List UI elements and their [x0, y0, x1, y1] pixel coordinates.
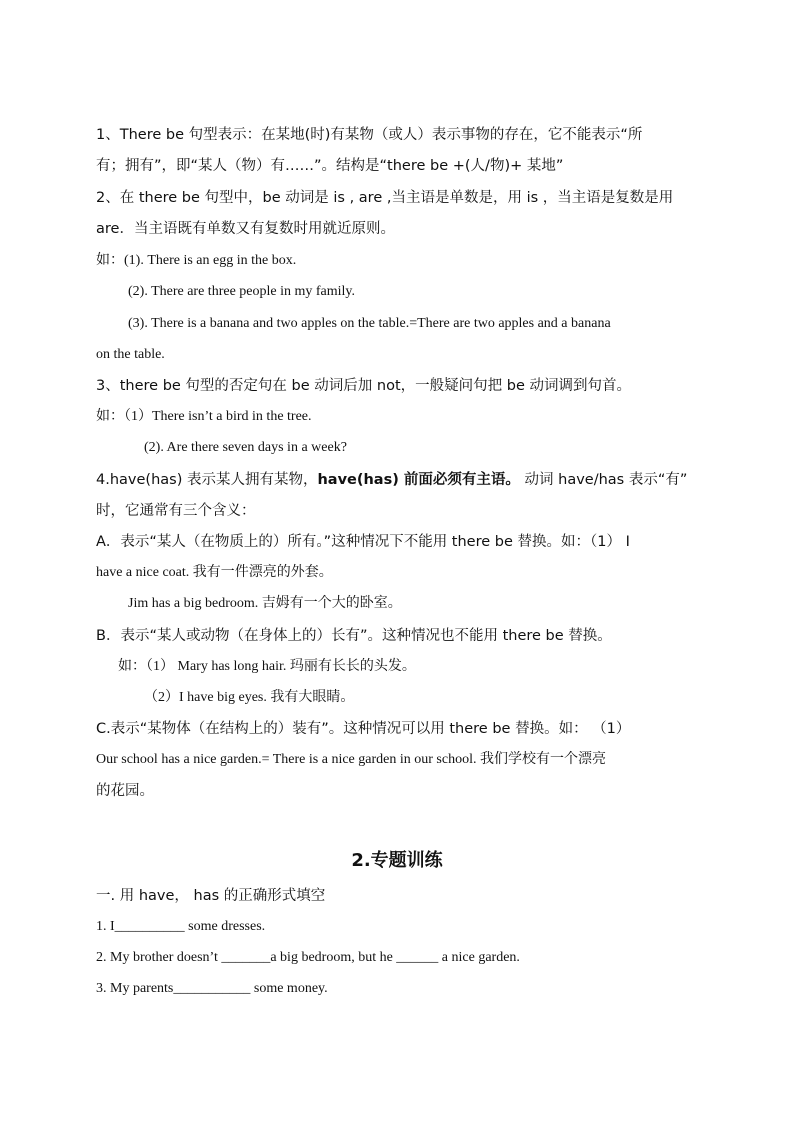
- note-1-line-2: 有；拥有”，即“某人（物）有……”。结构是“there be +(人/物)+ 某地”: [96, 158, 564, 174]
- section-title: 2.专题训练: [351, 850, 443, 871]
- example-1-3: (3). There is a banana and two apples on the table.=There are two apples and a banana: [128, 316, 611, 331]
- example-1-2: (2). There are three people in my family.: [128, 284, 356, 299]
- note-2-line-1: 2、在 there be 句型中，be 动词是 is , are ,当主语是单数是，用 is ，当主语是复数是用: [96, 190, 674, 206]
- exercise-item-3: 3. My parents___________ some money.: [96, 981, 328, 996]
- note-2-line-2: are．当主语既有单数又有复数时用就近原则。: [96, 221, 395, 237]
- meaning-c-line-2: Our school has a nice garden.= There is a nice garden in our school. 我们学校有一个漂亮: [96, 752, 606, 767]
- exercise-heading: 一. 用 have， has 的正确形式填空: [96, 888, 326, 904]
- meaning-a-line-1: A．表示“某人（在物质上的）所有。”这种情况下不能用 there be 替换。如：（1） I: [96, 534, 630, 550]
- meaning-b-line-1: B．表示“某人或动物（在身体上的）长有”。这种情况也不能用 there be 替换。: [96, 628, 612, 644]
- note-1-line-1: 1、There be 句型表示：在某地(时)有某物（或人）表示事物的存在，它不能表示“所: [96, 127, 643, 143]
- example-1-1: 如：(1). There is an egg in the box.: [96, 253, 297, 268]
- note-4-emphasis: have(has) 前面必须有主语。: [317, 472, 520, 488]
- meaning-c-line-3: 的花园。: [96, 783, 154, 799]
- meaning-b-line-2: 如：（1） Mary has long hair. 玛丽有长长的头发。: [118, 659, 416, 674]
- exercise-item-2: 2. My brother doesn’t _______a big bedroom, but he ______ a nice garden.: [96, 950, 520, 965]
- example-1-3-continued: on the table.: [96, 347, 165, 362]
- exercise-item-1: 1. I__________ some dresses.: [96, 919, 266, 934]
- note-4-line-1: [96, 471, 687, 489]
- meaning-c-line-1: C.表示“某物体（在结构上的）装有”。这种情况可以用 there be 替换。如： （1）: [96, 721, 631, 737]
- example-2-1: 如：（1）There isn’t a bird in the tree.: [96, 409, 312, 424]
- meaning-a-line-3: Jim has a big bedroom. 吉姆有一个大的卧室。: [128, 596, 402, 611]
- meaning-b-line-3: （2）I have big eyes. 我有大眼睛。: [144, 690, 355, 705]
- note-4-text-end: 动词 have/has 表示“有”: [519, 472, 688, 488]
- meaning-a-line-2: have a nice coat. 我有一件漂亮的外套。: [96, 565, 333, 580]
- note-4-line-2: 时，它通常有三个含义：: [96, 503, 256, 519]
- note-4-text: 4.have(has) 表示某人拥有某物，: [96, 472, 318, 488]
- note-3: 3、there be 句型的否定句在 be 动词后加 not，一般疑问句把 be 动词调到句首。: [96, 378, 631, 394]
- example-2-2: (2). Are there seven days in a week?: [144, 440, 347, 455]
